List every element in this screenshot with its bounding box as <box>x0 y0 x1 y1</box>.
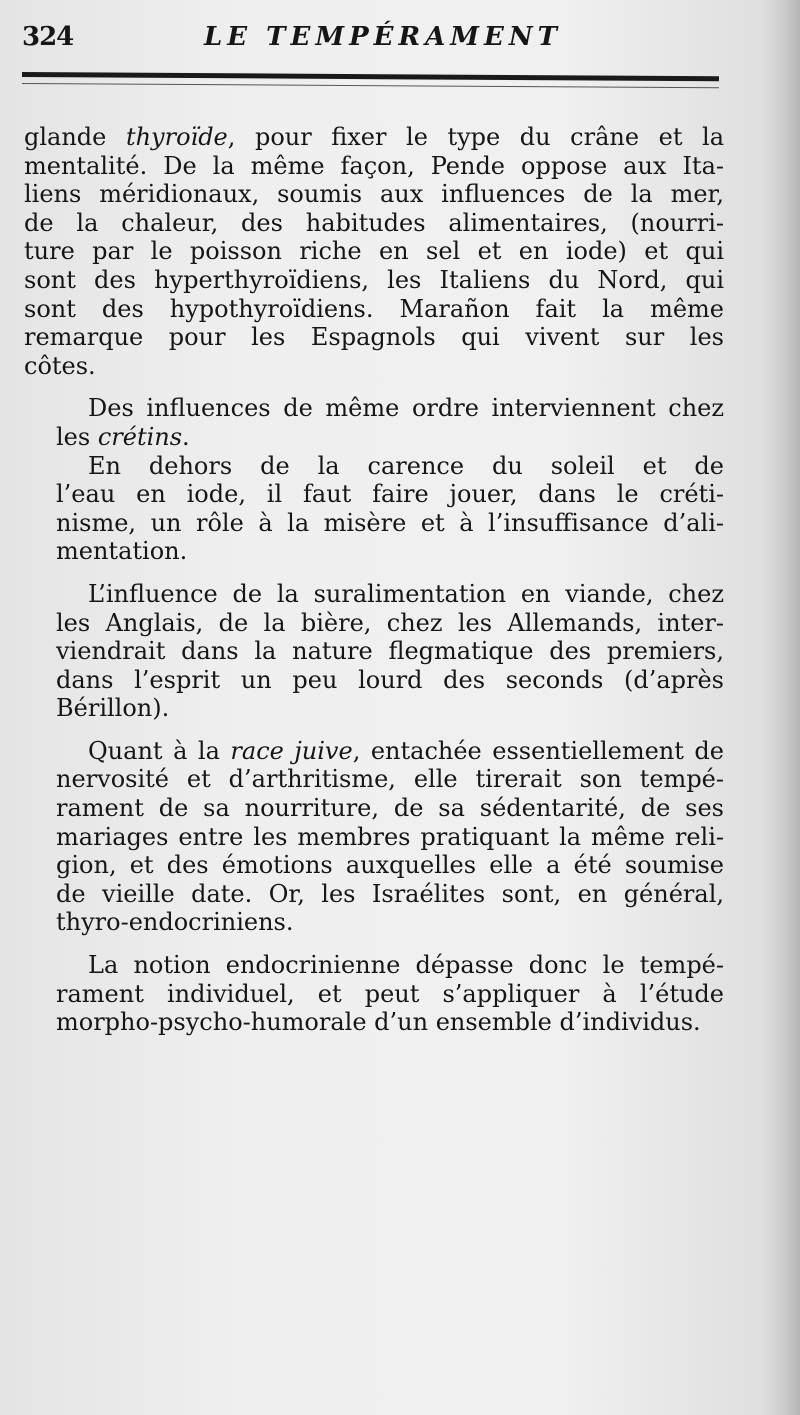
text-line: rament individuel, et peut s’appliquer à l’étude <box>56 979 724 1008</box>
paragraph <box>24 737 724 937</box>
paragraph <box>24 580 724 723</box>
text-line: remarque pour les Espagnols qui vivent sur les <box>24 323 724 352</box>
header-rule <box>22 72 719 81</box>
text-line: viendrait dans la nature flegmatique des premiers, <box>56 637 724 666</box>
paragraph <box>24 394 724 451</box>
text-line: de la chaleur, des habitudes alimentaires, (nourri- <box>24 208 724 237</box>
italic-term: crétins <box>97 422 183 451</box>
text-line: mariages entre les membres pratiquant la même reli- <box>56 822 724 851</box>
paragraph <box>24 452 724 566</box>
italic-term: thyroïde <box>125 123 228 151</box>
text-line: Bérillon). <box>56 694 170 723</box>
page-number: 324 <box>22 22 74 52</box>
italic-term: race juive <box>230 736 353 765</box>
text-line: mentation. <box>56 537 188 566</box>
text-line: de vieille date. Or, les Israélites sont, en général, <box>56 879 724 908</box>
text-line: nervosité et d’arthritisme, elle tirerait son tempé- <box>56 765 724 794</box>
text-line: morpho-psycho-humorale d’un ensemble d’individus. <box>56 1008 701 1037</box>
page-edge-shadow <box>760 0 800 1415</box>
text-line: l’eau en iode, il faut faire jouer, dans le créti- <box>56 480 724 509</box>
text-line: sont des hyperthyroïdiens, les Italiens du Nord, qui <box>24 265 724 294</box>
text-line: liens méridionaux, soumis aux influences de la mer, <box>24 180 724 209</box>
text-line: En dehors de la carence du soleil et de <box>88 451 724 480</box>
page-header <box>22 22 722 56</box>
text-line: ture par le poisson riche en sel et en iode) et qui <box>24 237 724 266</box>
text-line: Quant à la race juive, entachée essentiellement de <box>88 736 724 765</box>
text-line: thyro-endocriniens. <box>56 908 294 937</box>
paragraph <box>24 951 724 1037</box>
text-line: La notion endocrinienne dépasse donc le tempé- <box>88 951 724 980</box>
text-line: rament de sa nourriture, de sa sédentarité, de ses <box>56 794 724 823</box>
text-line: les crétins. <box>56 422 190 451</box>
running-title: LE TEMPÉRAMENT <box>204 22 562 52</box>
paragraph <box>24 123 724 380</box>
text-line: sont des hypothyroïdiens. Marañon fait la même <box>24 294 724 323</box>
text-line: glande thyroïde, pour fixer le type du crâne et la <box>24 123 725 151</box>
text-line: mentalité. De la même façon, Pende oppose aux Ita- <box>24 151 724 180</box>
text-line: nisme, un rôle à la misère et à l’insuffisance d’ali- <box>56 508 724 537</box>
text-line: dans l’esprit un peu lourd des seconds (d’après <box>56 665 724 694</box>
text-line: L’influence de la suralimentation en viande, chez <box>88 579 724 608</box>
text-line: les Anglais, de la bière, chez les Allemands, inter- <box>56 608 724 637</box>
body-text <box>24 123 724 1037</box>
text-line: Des influences de même ordre interviennent chez <box>88 394 724 423</box>
text-line: côtes. <box>24 351 96 380</box>
text-line: gion, et des émotions auxquelles elle a été soumise <box>56 851 724 880</box>
header-rule-thin <box>22 83 719 88</box>
